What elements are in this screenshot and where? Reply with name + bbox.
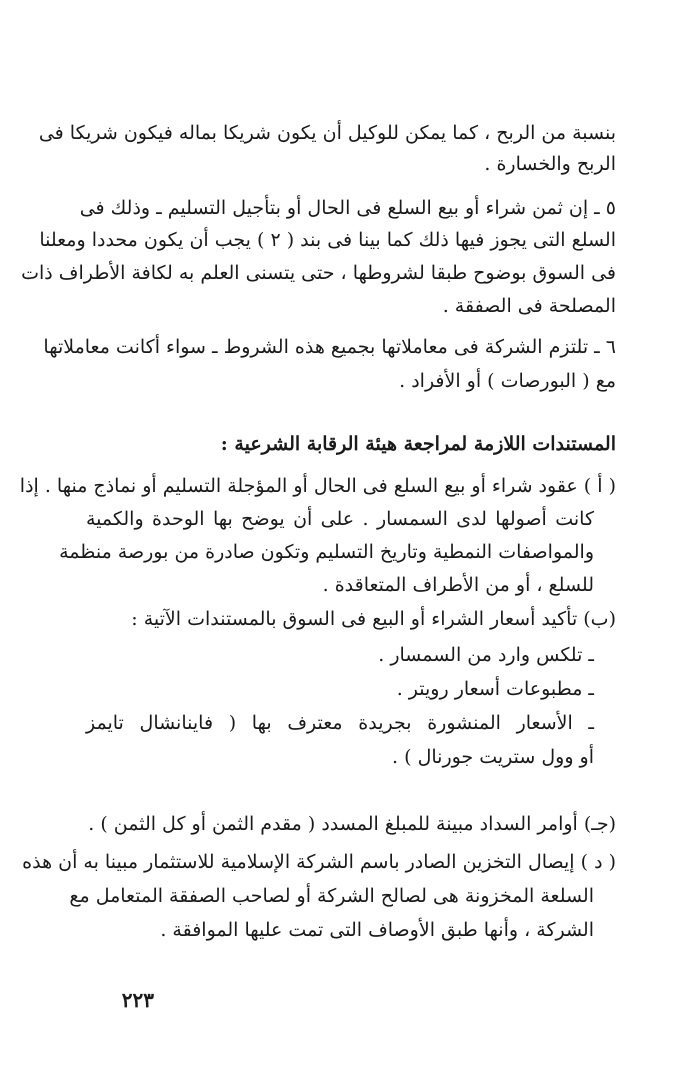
text-line: بنسبة من الربح ، كما يمكن للوكيل أن يكون شريكا بماله فيكون شريكا فى (38, 122, 616, 144)
text-line: مع ( البورصات ) أو الأفراد . (399, 370, 616, 392)
text-line: الشركة ، وأنها طبق الأوصاف التى تمت عليها الموافقة . (160, 919, 594, 941)
text-line: السلعة المخزونة هى لصالح الشركة أو لصاحب الصفقة المتعامل مع (69, 885, 594, 907)
text-line: فى السوق بوضوح طبقا لشروطها ، حتى يتسنى العلم به لكافة الأطراف ذات (21, 262, 616, 284)
sub-item: ـ مطبوعات أسعار رويتر . (396, 678, 594, 700)
section-heading: المستندات اللازمة لمراجعة هيئة الرقابة الشرعية : (220, 433, 616, 455)
text-line: للسلع ، أو من الأطراف المتعاقدة . (322, 574, 594, 596)
list-item-a: ( أ ) عقود شراء أو بيع السلع فى الحال أو المؤجلة التسليم أو نماذج منها . إذا (19, 475, 616, 497)
text-line: ٥ ـ إن ثمن شراء أو بيع السلع فى الحال أو بتأجيل التسليم ـ وذلك فى (79, 197, 616, 219)
text-line: كانت أصولها لدى السمسار . على أن يوضح بها الوحدة والكمية (86, 508, 594, 530)
list-item-c: (جـ) أوامر السداد مبينة للمبلغ المسدد ( مقدم الثمن أو كل الثمن ) . (88, 813, 616, 835)
text-line: أو وول ستريت جورنال ) . (392, 746, 594, 768)
list-item-b: (ب) تأكيد أسعار الشراء أو البيع فى السوق بالمستندات الآتية : (131, 608, 616, 630)
text-line: ٦ ـ تلتزم الشركة فى معاملاتها بجميع هذه الشروط ـ سواء أكانت معاملاتها (43, 336, 616, 358)
text-line: والمواصفات النمطية وتاريخ التسليم وتكون صادرة من بورصة منظمة (59, 541, 594, 563)
sub-item: ـ تلكس وارد من السمسار . (378, 644, 594, 666)
text-line: السلع التى يجوز فيها ذلك كما بينا فى بند ( ٢ ) يجب أن يكون محددا ومعلنا (39, 229, 616, 251)
page-number: ٢٢٣ (121, 988, 154, 1012)
text-line: الربح والخسارة . (484, 153, 616, 175)
sub-item: ـ الأسعار المنشورة بجريدة معترف بها ( فاينانشال تايمز (86, 712, 594, 734)
text-line: المصلحة فى الصفقة . (442, 295, 616, 317)
list-item-d: ( د ) إيصال التخزين الصادر باسم الشركة الإسلامية للاستثمار مبينا به أن هذه (22, 851, 616, 873)
